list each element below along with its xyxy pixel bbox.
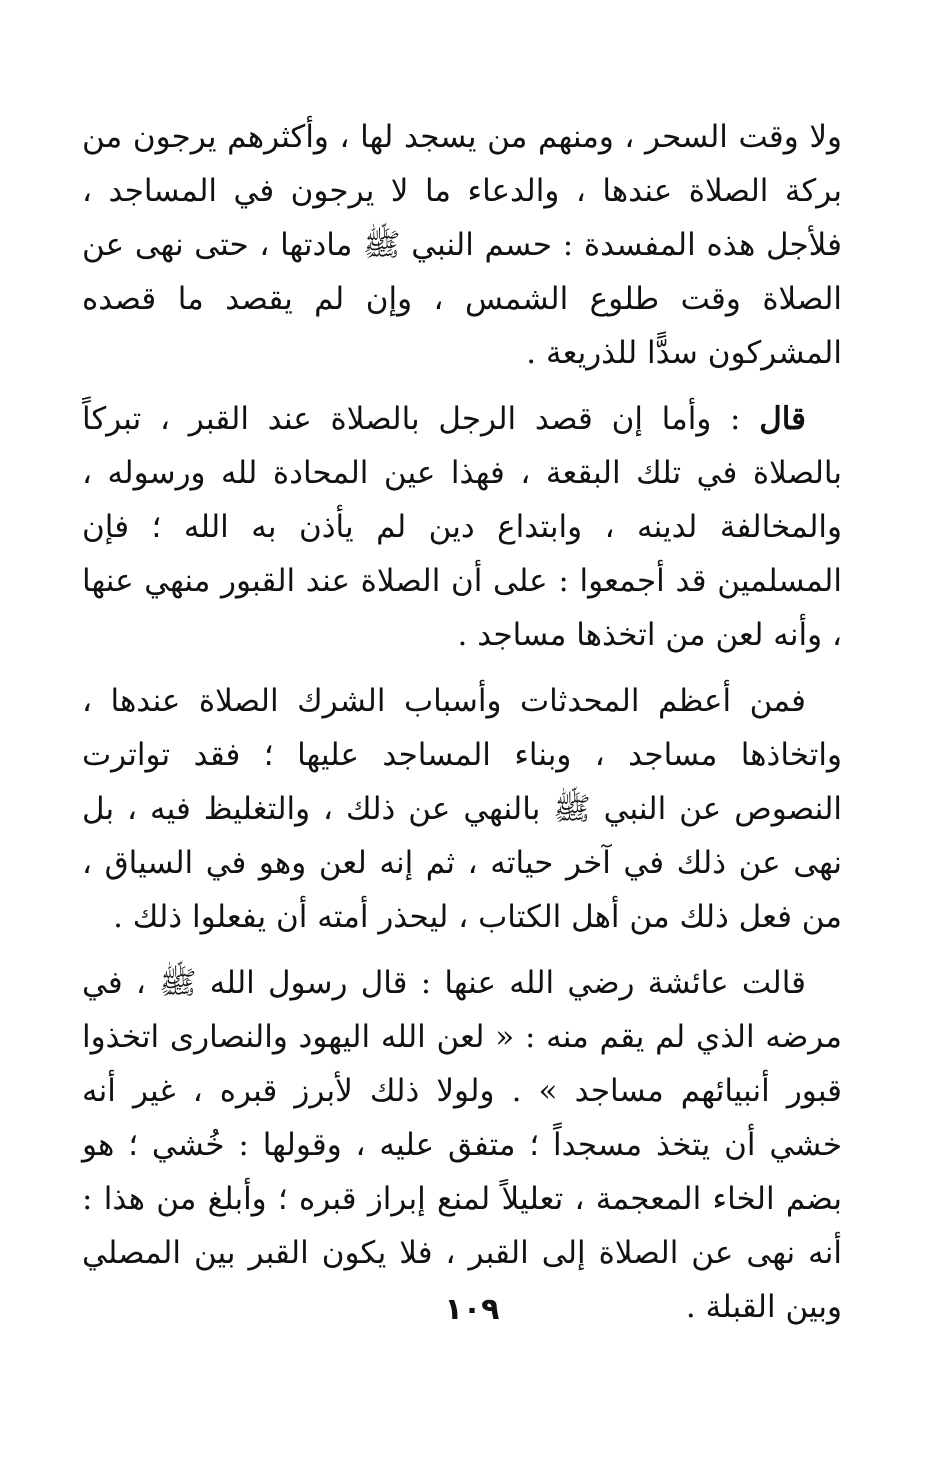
paragraph-2-text: : وأما إن قصد الرجل بالصلاة عند القبر ، تبركاً بالصلاة في تلك البقعة ، فهذا عين المحادة لله ورسوله ، والمخالفة لدينه ، وابتداع دين لم يأذن به الله ؛ فإن المسلمين قد أجمعوا : على أن الصلاة عند القبور منهي عنها ، وأنه لعن من اتخذها مساجد . (82, 401, 842, 653)
paragraph-3 (82, 674, 842, 944)
book-page (82, 110, 842, 1360)
paragraph-2-lead: قال (759, 401, 806, 437)
paragraph-4-text: قالت عائشة رضي الله عنها : قال رسول الله ﷺ ، في مرضه الذي لم يقم منه : « لعن الله اليهود والنصارى اتخذوا قبور أنبيائهم مساجد » . ولولا ذلك لأبرز قبره ، غير أنه خشي أن يتخذ مسجداً ؛ متفق عليه ، وقولها : خُشي ؛ هو بضم الخاء المعجمة ، تعليلاً لمنع إبراز قبره ؛ وأبلغ من هذا : أنه نهى عن الصلاة إلى القبر ، فلا يكون القبر بين المصلي وبين القبلة . (82, 965, 842, 1325)
paragraph-3-text: فمن أعظم المحدثات وأسباب الشرك الصلاة عندها ، واتخاذها مساجد ، وبناء المساجد عليها ؛ فقد تواترت النصوص عن النبي ﷺ بالنهي عن ذلك ، والتغليظ فيه ، بل نهى عن ذلك في آخر حياته ، ثم إنه لعن وهو في السياق ، من فعل ذلك من أهل الكتاب ، ليحذر أمته أن يفعلوا ذلك . (82, 683, 842, 935)
paragraph-4 (82, 956, 842, 1334)
paragraph-1 (82, 110, 842, 380)
paragraph-1-text: ولا وقت السحر ، ومنهم من يسجد لها ، وأكثرهم يرجون من بركة الصلاة عندها ، والدعاء ما لا يرجون في المساجد ، فلأجل هذه المفسدة : حسم النبي ﷺ مادتها ، حتى نهى عن الصلاة وقت طلوع الشمس ، وإن لم يقصد ما قصده المشركون سدًّا للذريعة . (82, 119, 842, 371)
paragraph-2 (82, 392, 842, 662)
page-number: ١٠٩ (444, 1292, 500, 1327)
